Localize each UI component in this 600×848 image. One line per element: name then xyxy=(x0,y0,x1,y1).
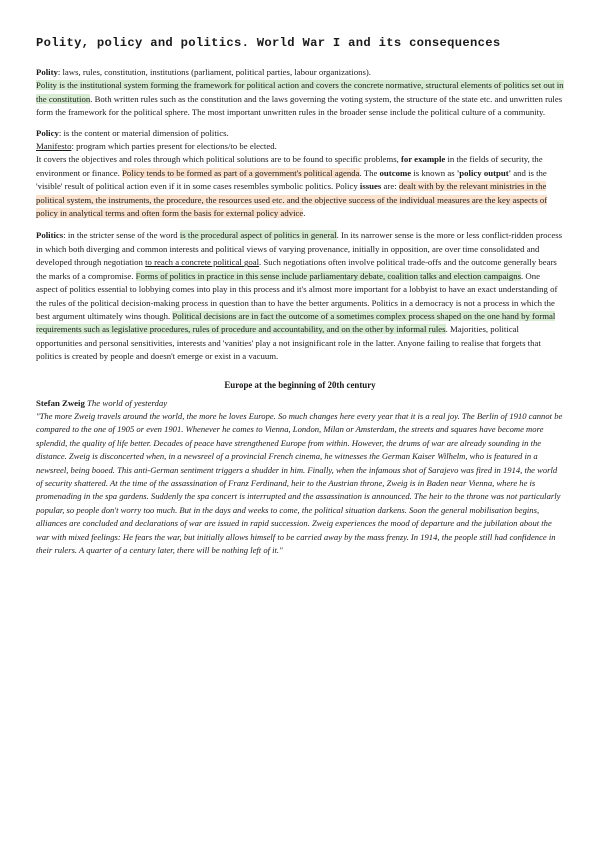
manifesto-definition: : program which parties present for elections/to be elected. xyxy=(71,141,277,152)
politics-text-2: . In its narrower sense is the more or less conflict-ridden process in which both diverging and common interests and political views of varying provenance, initially in opposition, are over time consolidated and developed through negotiation xyxy=(36,230,563,268)
page-title: Polity, policy and politics. World War I and its consequences xyxy=(36,36,501,50)
polity-definition: : laws, rules, constitution, institutions (parliament, political parties, labour organizations). xyxy=(57,67,371,77)
polity-term: Polity xyxy=(36,67,58,77)
policy-for-example: for example xyxy=(400,154,446,165)
policy-text-2: in the fields of security, the environment or finance. xyxy=(36,154,543,178)
zweig-quote: "The more Zweig travels around the world, the more he loves Europe. So much changes here every year that it is a real joy. The Berlin of 1910 cannot be compared to the one of 1905 or even 1901. Whenever he comes to Vienna, London, Milan or Amsterdam, the streets and squares have become more splendid, the quality of life better. Decades of peace have strengthened Europe from within. However, the drums of war are already sounding in the distance. Zweig is disconcerted when, in a newsreel of a provincial French cinema, he witnesses the German Kaiser Wilhelm, who is featured in a newsreel, being booed. This anti-German sentiment triggers a shudder in him. Finally, when the infamous shot of Sarajevo was fired in 1914, the world of security shattered. At the time of the assassination of Franz Ferdinand, heir to the Austrian throne, Zweig is in Baden near Vienna, where he is promenading in the spa gardens. Suddenly the spa concert is interrupted and the assassination is announced. The heir to the throne was not particularly popular, so people don't worry too much. But in the days and weeks to come, the political situation darkens. Soon the general mobilisation begins, alliances are concluded and declarations of war are issued in rapid succession. Zweig experiences the mood of departure and the jubilation about the war with mixed feelings: He fears the war, but initially allows himself to be carried away by the mass frenzy. In 1914, the people still had confidence in their rulers. A quarter of a century later, there will be nothing left of it." xyxy=(36,410,563,555)
policy-outcome: outcome xyxy=(379,167,412,178)
book-title: The world of yesterday xyxy=(87,397,168,408)
politics-text-5: . Majorities, political opportunities and personal sensitivities, interests and 'vanities' play a not insignificant role in the latter. Anyone failing to realise that forgets that politics is created by people and doesn't emerge or exist in a vacuum. xyxy=(36,324,541,362)
polity-highlight: Polity is the institutional system forming the framework for political action and covers the concrete normative, structural elements of politics set out in the constitution xyxy=(36,80,564,104)
author-name: Stefan Zweig xyxy=(36,397,85,408)
policy-highlight-issues: dealt with by the relevant ministries in the political system, the instruments, the procedure, the resources used etc. and the objective success of the individual measures are the key aspects of policy in analytical terms and often form the basis for external policy advice xyxy=(36,181,548,219)
author-line xyxy=(36,397,564,410)
politics-text-1: : in the stricter sense of the word xyxy=(63,230,180,241)
politics-highlight-procedural: is the procedural aspect of politics in general xyxy=(179,230,337,241)
policy-text-1: It covers the objectives and roles through which political solutions are to be found to specific problems, xyxy=(36,154,401,165)
politics-underline-goal: to reach a concrete political goal xyxy=(145,257,260,268)
policy-highlight-agenda: Policy tends to be formed as part of a government's political agenda xyxy=(122,167,360,178)
section-heading: Europe at the beginning of 20th century xyxy=(224,379,376,390)
policy-text-3: . The xyxy=(359,167,380,178)
policy-text-5: and is the 'visible' result of political action even if it in some cases resembles symbolic politics. Policy xyxy=(36,167,547,192)
politics-term: Politics xyxy=(36,230,64,241)
politics-highlight-forms: Forms of politics in practice in this sense include parliamentary debate, coalition talks and election campaigns xyxy=(135,270,522,281)
policy-term: Policy xyxy=(36,127,59,138)
policy-text-6: are: xyxy=(381,181,399,192)
policy-output: 'policy output' xyxy=(456,167,512,178)
policy-paragraph xyxy=(36,127,564,221)
polity-rest: . Both written rules such as the constitution and the laws governing the voting system, the structure of the state etc. and unwritten rules form the framework for the political sphere. The most important unwritten rules in the broader sense include the political culture of a community. xyxy=(36,93,563,118)
policy-text-4: is known as xyxy=(411,167,457,178)
politics-paragraph xyxy=(36,229,564,363)
politics-text-3: . Such negotiations often involve political trade-offs and the outcome generally bears the marks of a compromise. xyxy=(36,257,557,281)
policy-issues: issues xyxy=(359,181,382,192)
polity-paragraph xyxy=(36,66,564,120)
policy-text-7: . xyxy=(303,208,306,219)
politics-text-4: . One aspect of politics essential to lobbying comes into play in this process and it's almost more important for a lobbyist to have an exact understanding of the rules of the political decision-making process in question than to have the better arguments. Politics in a democracy is not a process in which the best argument ultimately wins though. xyxy=(36,270,558,321)
manifesto-term: Manifesto xyxy=(36,141,72,152)
politics-highlight-decisions: Political decisions are in fact the outcome of a sometimes complex process shaped on the one hand by formal requirements such as legislative procedures, rules of procedure and accountability, and on the other by informal rules xyxy=(36,310,556,335)
policy-definition: : is the content or material dimension of politics. xyxy=(58,127,229,138)
